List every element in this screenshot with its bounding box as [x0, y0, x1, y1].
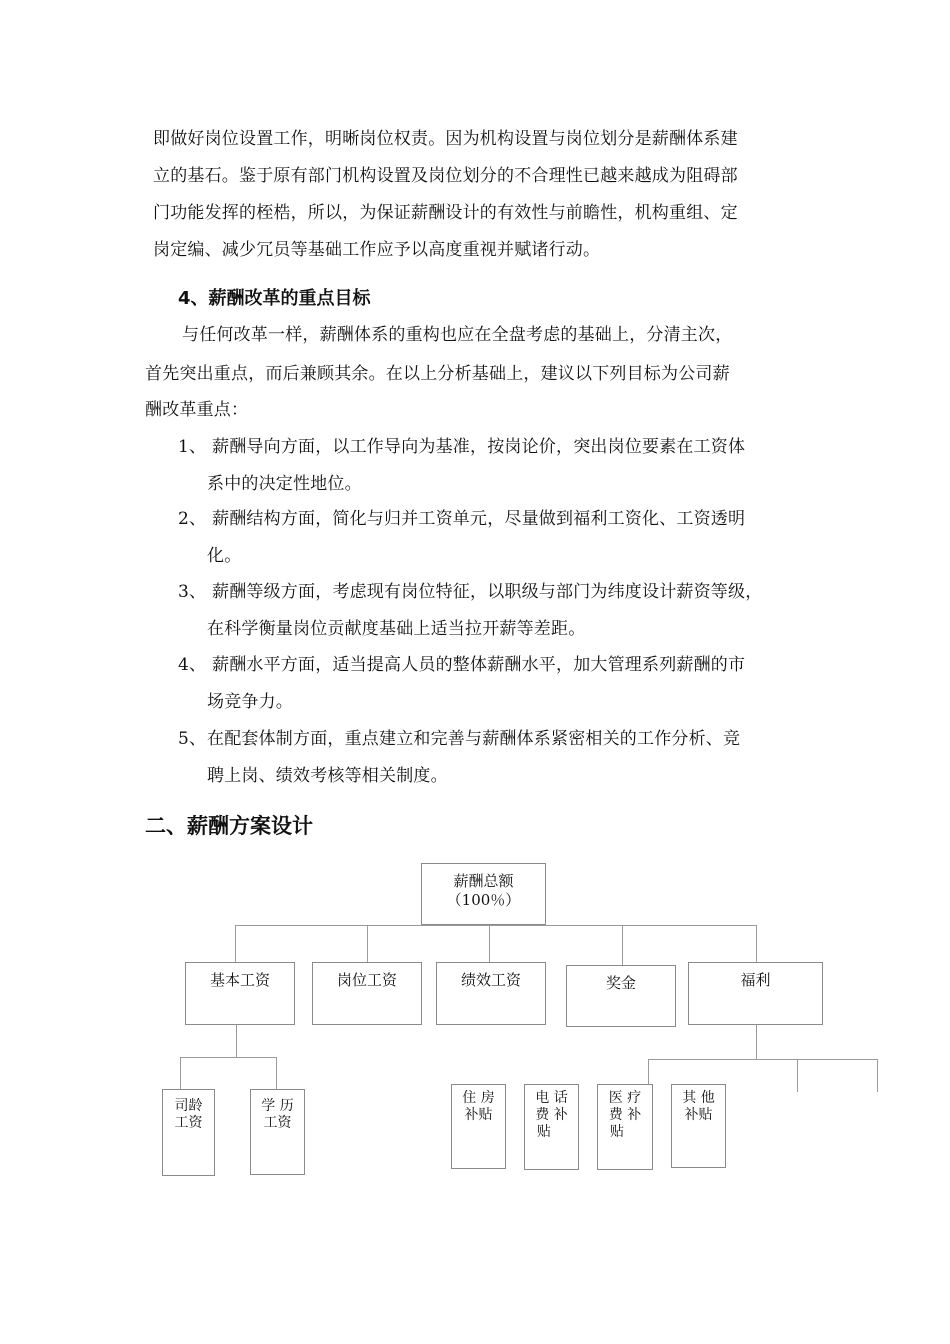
- list-item-4-line-2: 场竞争力。: [207, 692, 293, 712]
- chart-node-label: 工资: [263, 1115, 292, 1131]
- chart-connector: [797, 1059, 798, 1092]
- list-item-4-number: 4、: [178, 655, 207, 675]
- list-item-1-line-2: 系中的决定性地位。: [207, 474, 362, 494]
- section-4-para-line-2: 首先突出重点，而后兼顾其余。在以上分析基础上，建议以下列目标为公司薪: [145, 364, 730, 384]
- chart-node-label: 奖金: [605, 974, 636, 992]
- chart-node-label: 绩效工资: [460, 971, 521, 989]
- chart-connector: [877, 1059, 878, 1092]
- chart-node-label: 其 他: [682, 1090, 715, 1106]
- chart-connector: [276, 1057, 277, 1089]
- list-item-5-line-1: [178, 728, 740, 750]
- list-item-3-line-2: 在科学衡量岗位贡献度基础上适当拉开薪等差距。: [207, 619, 586, 639]
- section-2-heading: 二、薪酬方案设计: [145, 814, 313, 838]
- list-item-2-number: 2、: [178, 509, 207, 529]
- chart-node-label: 司龄: [174, 1098, 203, 1114]
- list-item-3-line-1: [178, 581, 762, 603]
- chart-node-education-salary: [250, 1089, 305, 1175]
- chart-root-node: [421, 863, 546, 925]
- chart-node-label: 福利: [740, 971, 771, 989]
- list-item-5-text: 在配套体制方面，重点建立和完善与薪酬体系紧密相关的工作分析、竞: [207, 729, 741, 749]
- chart-node-position-salary: [312, 962, 422, 1025]
- chart-connector: [756, 1024, 757, 1059]
- chart-node-label: 住 房: [462, 1090, 495, 1106]
- chart-connector: [236, 1024, 237, 1057]
- intro-line-2: 立的基石。鉴于原有部门机构设置及岗位划分的不合理性已越来越成为阻碍部: [153, 166, 738, 186]
- chart-node-welfare: [688, 962, 823, 1025]
- chart-node-label: 工资: [174, 1115, 203, 1131]
- chart-node-housing-subsidy: [451, 1084, 506, 1169]
- intro-line-3: 门功能发挥的桎梏，所以，为保证薪酬设计的有效性与前瞻性，机构重组、定: [153, 203, 738, 223]
- list-item-5-number: 5、: [178, 729, 207, 749]
- section-4-para-line-1: 与任何改革一样，薪酬体系的重构也应在全盘考虑的基础上，分清主次，: [182, 325, 733, 345]
- chart-node-label: 岗位工资: [336, 971, 397, 989]
- chart-level1-bus-line: [235, 925, 756, 926]
- intro-line-1: 即做好岗位设置工作，明晰岗位权责。因为机构设置与岗位划分是薪酬体系建: [153, 129, 738, 149]
- list-item-2-text: 薪酬结构方面，简化与归并工资单元，尽量做到福利工资化、工资透明: [212, 509, 746, 529]
- chart-node-basic-salary: [185, 962, 295, 1025]
- list-item-4-text: 薪酬水平方面，适当提高人员的整体薪酬水平，加大管理系列薪酬的市: [212, 655, 746, 675]
- chart-root-label: 薪酬总额: [453, 872, 514, 890]
- chart-node-label: 费 补: [535, 1107, 568, 1123]
- chart-root-percent: （100％）: [446, 891, 521, 909]
- chart-node-label: 电 话: [535, 1090, 568, 1106]
- list-item-2-line-1: [178, 508, 745, 530]
- list-item-2-line-2: 化。: [207, 546, 242, 566]
- list-item-4-line-1: [178, 654, 745, 676]
- chart-connector: [648, 1059, 649, 1085]
- chart-connector: [489, 925, 490, 962]
- chart-connector: [367, 925, 368, 962]
- chart-node-phone-subsidy: [524, 1084, 579, 1170]
- chart-basic-bus-line: [180, 1057, 276, 1058]
- section-4-para-line-3: 酬改革重点：: [145, 400, 249, 420]
- chart-node-seniority-salary: [162, 1089, 215, 1176]
- chart-node-label: 补贴: [684, 1107, 713, 1123]
- chart-node-label: 基本工资: [209, 971, 270, 989]
- chart-connector: [622, 925, 623, 965]
- chart-node-bonus: [566, 965, 676, 1027]
- list-item-1-number: 1、: [178, 437, 207, 457]
- list-item-1-line-1: [178, 436, 745, 458]
- chart-connector: [756, 925, 757, 962]
- list-item-3-number: 3、: [178, 582, 207, 602]
- chart-node-label: 贴: [537, 1124, 551, 1140]
- chart-connector: [235, 925, 236, 962]
- chart-welfare-bus-line: [648, 1059, 877, 1060]
- chart-node-other-subsidy: [671, 1084, 726, 1168]
- chart-node-label: 费 补: [608, 1107, 642, 1123]
- chart-node-label: 贴: [610, 1124, 624, 1140]
- chart-node-performance-salary: [436, 962, 546, 1025]
- chart-connector: [180, 1057, 181, 1089]
- chart-node-label: 学 历: [261, 1098, 294, 1114]
- list-item-3-text: 薪酬等级方面，考虑现有岗位特征，以职级与部门为纬度设计薪资等级，: [212, 582, 763, 602]
- section-4-heading: 4、薪酬改革的重点目标: [178, 288, 371, 309]
- chart-node-label: 医 疗: [608, 1090, 642, 1106]
- intro-line-4: 岗定编、减少冗员等基础工作应予以高度重视并赋诸行动。: [153, 240, 601, 260]
- chart-node-label: 补贴: [464, 1107, 493, 1123]
- chart-node-medical-subsidy: [597, 1084, 653, 1170]
- list-item-5-line-2: 聘上岗、绩效考核等相关制度。: [207, 766, 448, 786]
- list-item-1-text: 薪酬导向方面，以工作导向为基准，按岗论价，突出岗位要素在工资体: [212, 437, 746, 457]
